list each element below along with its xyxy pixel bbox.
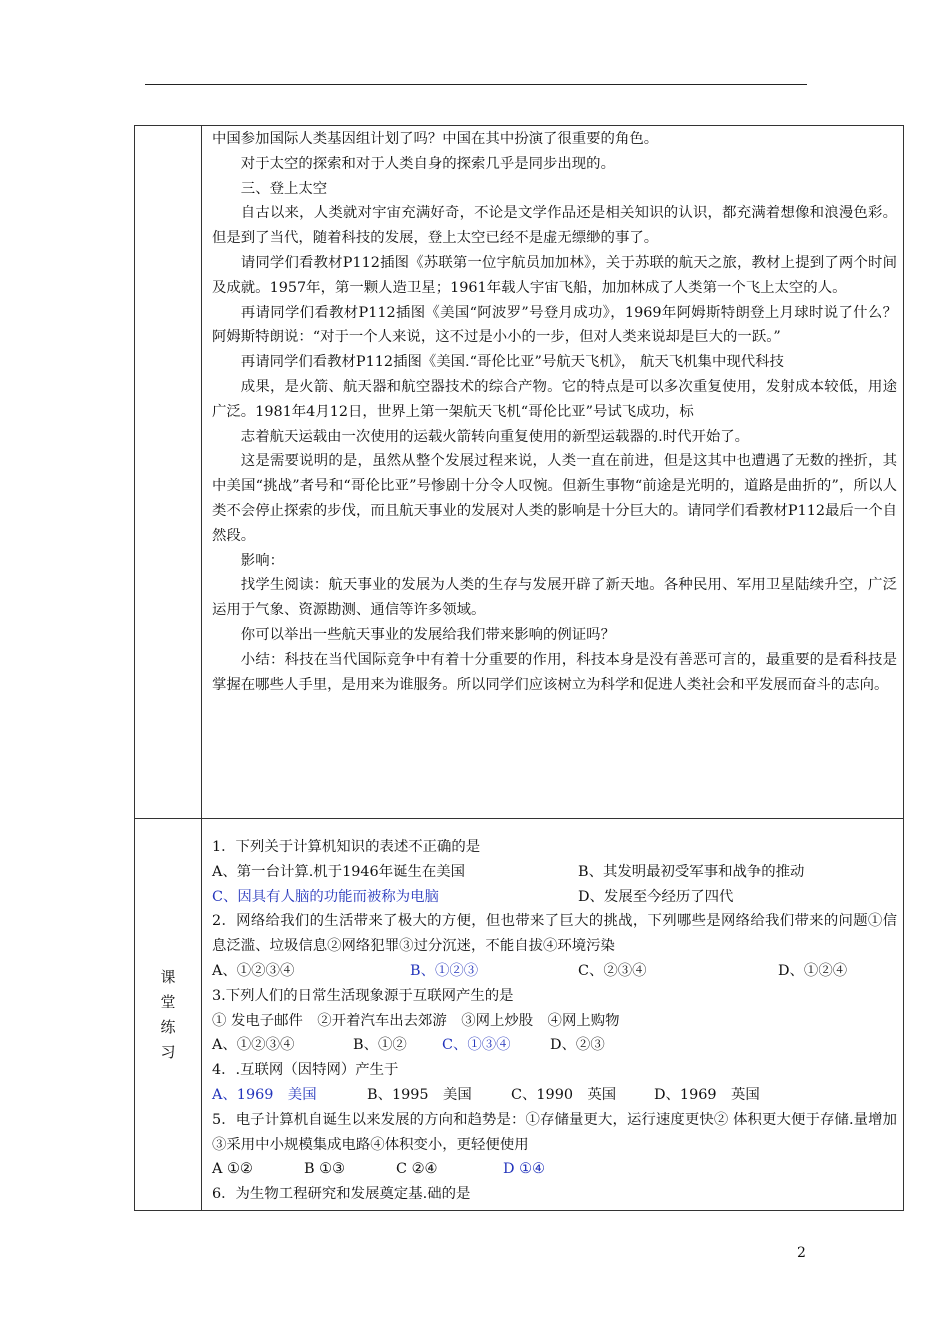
question-5-stem: 5．电子计算机自诞生以来发展的方向和趋势是：①存储量更大，运行速度更快② 体积更大便于存储.量增加 ③采用中小规模集成电路④体积变小，更轻便使用	[212, 1111, 897, 1153]
lesson-content-cell	[202, 126, 904, 819]
practice-label-char: 堂	[160, 992, 176, 1011]
question-4-stem: 4．.互联网（因特网）产生于	[212, 1062, 399, 1079]
question-1-option-b: B、其发明最初受军事和战争的推动	[578, 863, 805, 880]
question-4-option-a: A、1969 美国	[212, 1086, 317, 1103]
question-3-option-d: D、②③	[550, 1037, 605, 1054]
practice-label-char: 习	[160, 1042, 176, 1061]
paragraph: 再请同学们看教材P112插图《美国“阿波罗”号登月成功》，1969年阿姆斯特朗登上月球时说了什么？阿姆斯特朗说：“对于一个人来说，这不过是小小的一步，但对人类来说却是巨大的一跃。”	[212, 304, 897, 346]
paragraph: 自古以来，人类就对宇宙充满好奇，不论是文学作品还是相关知识的认识，都充满着想像和浪漫色彩。但是到了当代，随着科技的发展，登上太空已经不是虚无缥缈的事了。	[212, 205, 897, 247]
practice-label-char: 课	[160, 967, 176, 986]
question-6-stem: 6．为生物工程研究和发展奠定基.础的是	[212, 1186, 471, 1203]
lesson-content-row	[135, 126, 904, 819]
question-5-option-c: C ②④	[396, 1161, 438, 1178]
paragraph: 这是需要说明的是，虽然从整个发展过程来说，人类一直在前进，但是这其中也遭遇了无数的挫折，其中美国“挑战”者号和“哥伦比亚”号惨剧十分令人叹惋。但新生事物“前途是光明的，道路是曲折的”，所以人类不会停止探索的步伐，而且航天事业的发展对人类的影响是十分巨大的。请同学们看教材P112最后一个自然段。	[212, 453, 897, 544]
question-3-items: ① 发电子邮件 ②开着汽车出去郊游 ③网上炒股 ④网上购物	[212, 1012, 620, 1029]
practice-row	[135, 819, 904, 1211]
paragraph: 成果，是火箭、航天器和航空器技术的综合产物。它的特点是可以多次重复使用，发射成本较低，用途广泛。1981年4月12日，世界上第一架航天飞机“哥伦比亚”号试飞成功，标	[212, 378, 897, 420]
paragraph: 志着航天运载由一次使用的运载火箭转向重复使用的新型运载器的.时代开始了。	[240, 428, 750, 445]
paragraph: 对于太空的探索和对于人类自身的探索几乎是同步出现的。	[240, 155, 615, 172]
page-number: 2	[797, 1245, 806, 1261]
paragraph: 请同学们看教材P112插图《苏联第一位宇航员加加林》，关于苏联的航天之旅，教材上提到了两个时间及成就。1957年，第一颗人造卫星；1961年载人宇宙飞船，加加林成了人类第一个飞上太空的人。	[212, 254, 897, 296]
paragraph: 影响：	[240, 552, 284, 569]
question-2-option-c: C、②③④	[578, 962, 647, 979]
header-rule	[145, 84, 807, 85]
question-2-option-b: B、①②③	[410, 962, 479, 979]
question-2-stem: 2．网络给我们的生活带来了极大的方便，但也带来了巨大的挑战，下列哪些是网络给我们带来的问题①信息泛滥、垃圾信息②网络犯罪③过分沉迷，不能自拔④环境污染	[212, 913, 897, 955]
question-3-option-b: B、①②	[353, 1037, 407, 1054]
question-1-option-c: C、因具有人脑的功能而被称为电脑	[212, 888, 439, 905]
lesson-table	[134, 125, 904, 1211]
question-4-option-d: D、1969 英国	[654, 1086, 760, 1103]
question-3-option-a: A、①②③④	[212, 1037, 295, 1054]
question-5-option-d: D ①④	[503, 1161, 545, 1178]
question-2-option-a: A、①②③④	[212, 962, 295, 979]
question-4-options-row	[212, 1083, 897, 1108]
practice-label-cell	[135, 819, 202, 1211]
section-heading: 三、登上太空	[240, 180, 328, 197]
question-1-option-a: A、第一台计算.机于1946年诞生在美国	[212, 863, 466, 880]
question-2-option-d: D、①②④	[778, 962, 848, 979]
question-4-option-b: B、1995 美国	[367, 1086, 472, 1103]
question-2-options-row	[212, 959, 897, 984]
paragraph: 你可以举出一些航天事业的发展给我们带来影响的例证吗？	[240, 626, 615, 643]
paragraph: 再请同学们看教材P112插图《美国.“哥伦比亚”号航天飞机》， 航天飞机集中现代科技	[240, 354, 784, 371]
practice-content-cell	[202, 819, 904, 1211]
practice-label-char: 练	[160, 1017, 176, 1036]
question-1-options-row	[212, 885, 897, 910]
question-5-option-b: B ①③	[304, 1161, 345, 1178]
question-4-option-c: C、1990 英国	[511, 1086, 617, 1103]
question-3-option-c: C、①③④	[442, 1037, 511, 1054]
question-1-stem: 1．下列关于计算机知识的表述不正确的是	[212, 839, 481, 855]
question-3-options-row	[212, 1033, 897, 1058]
question-1-options-row	[212, 860, 897, 885]
question-5-option-a: A ①②	[212, 1161, 253, 1178]
paragraph: 找学生阅读：航天事业的发展为人类的生存与发展开辟了新天地。各种民用、军用卫星陆续升空，广泛运用于气象、资源勘测、通信等许多领域。	[212, 577, 897, 619]
question-5-options-row	[212, 1157, 897, 1182]
row-label-empty	[135, 126, 202, 819]
question-3-stem: 3.下列人们的日常生活现象源于互联网产生的是	[212, 987, 514, 1004]
paragraph: 小结：科技在当代国际竞争中有着十分重要的作用，科技本身是没有善恶可言的，最重要的是看科技是掌握在哪些人手里，是用来为谁服务。所以同学们应该树立为科学和促进人类社会和平发展而奋斗的志向。	[212, 651, 897, 693]
question-1-option-d: D、发展至今经历了四代	[578, 888, 734, 905]
paragraph: 中国参加国际人类基因组计划了吗？中国在其中扮演了很重要的角色。	[212, 131, 659, 147]
